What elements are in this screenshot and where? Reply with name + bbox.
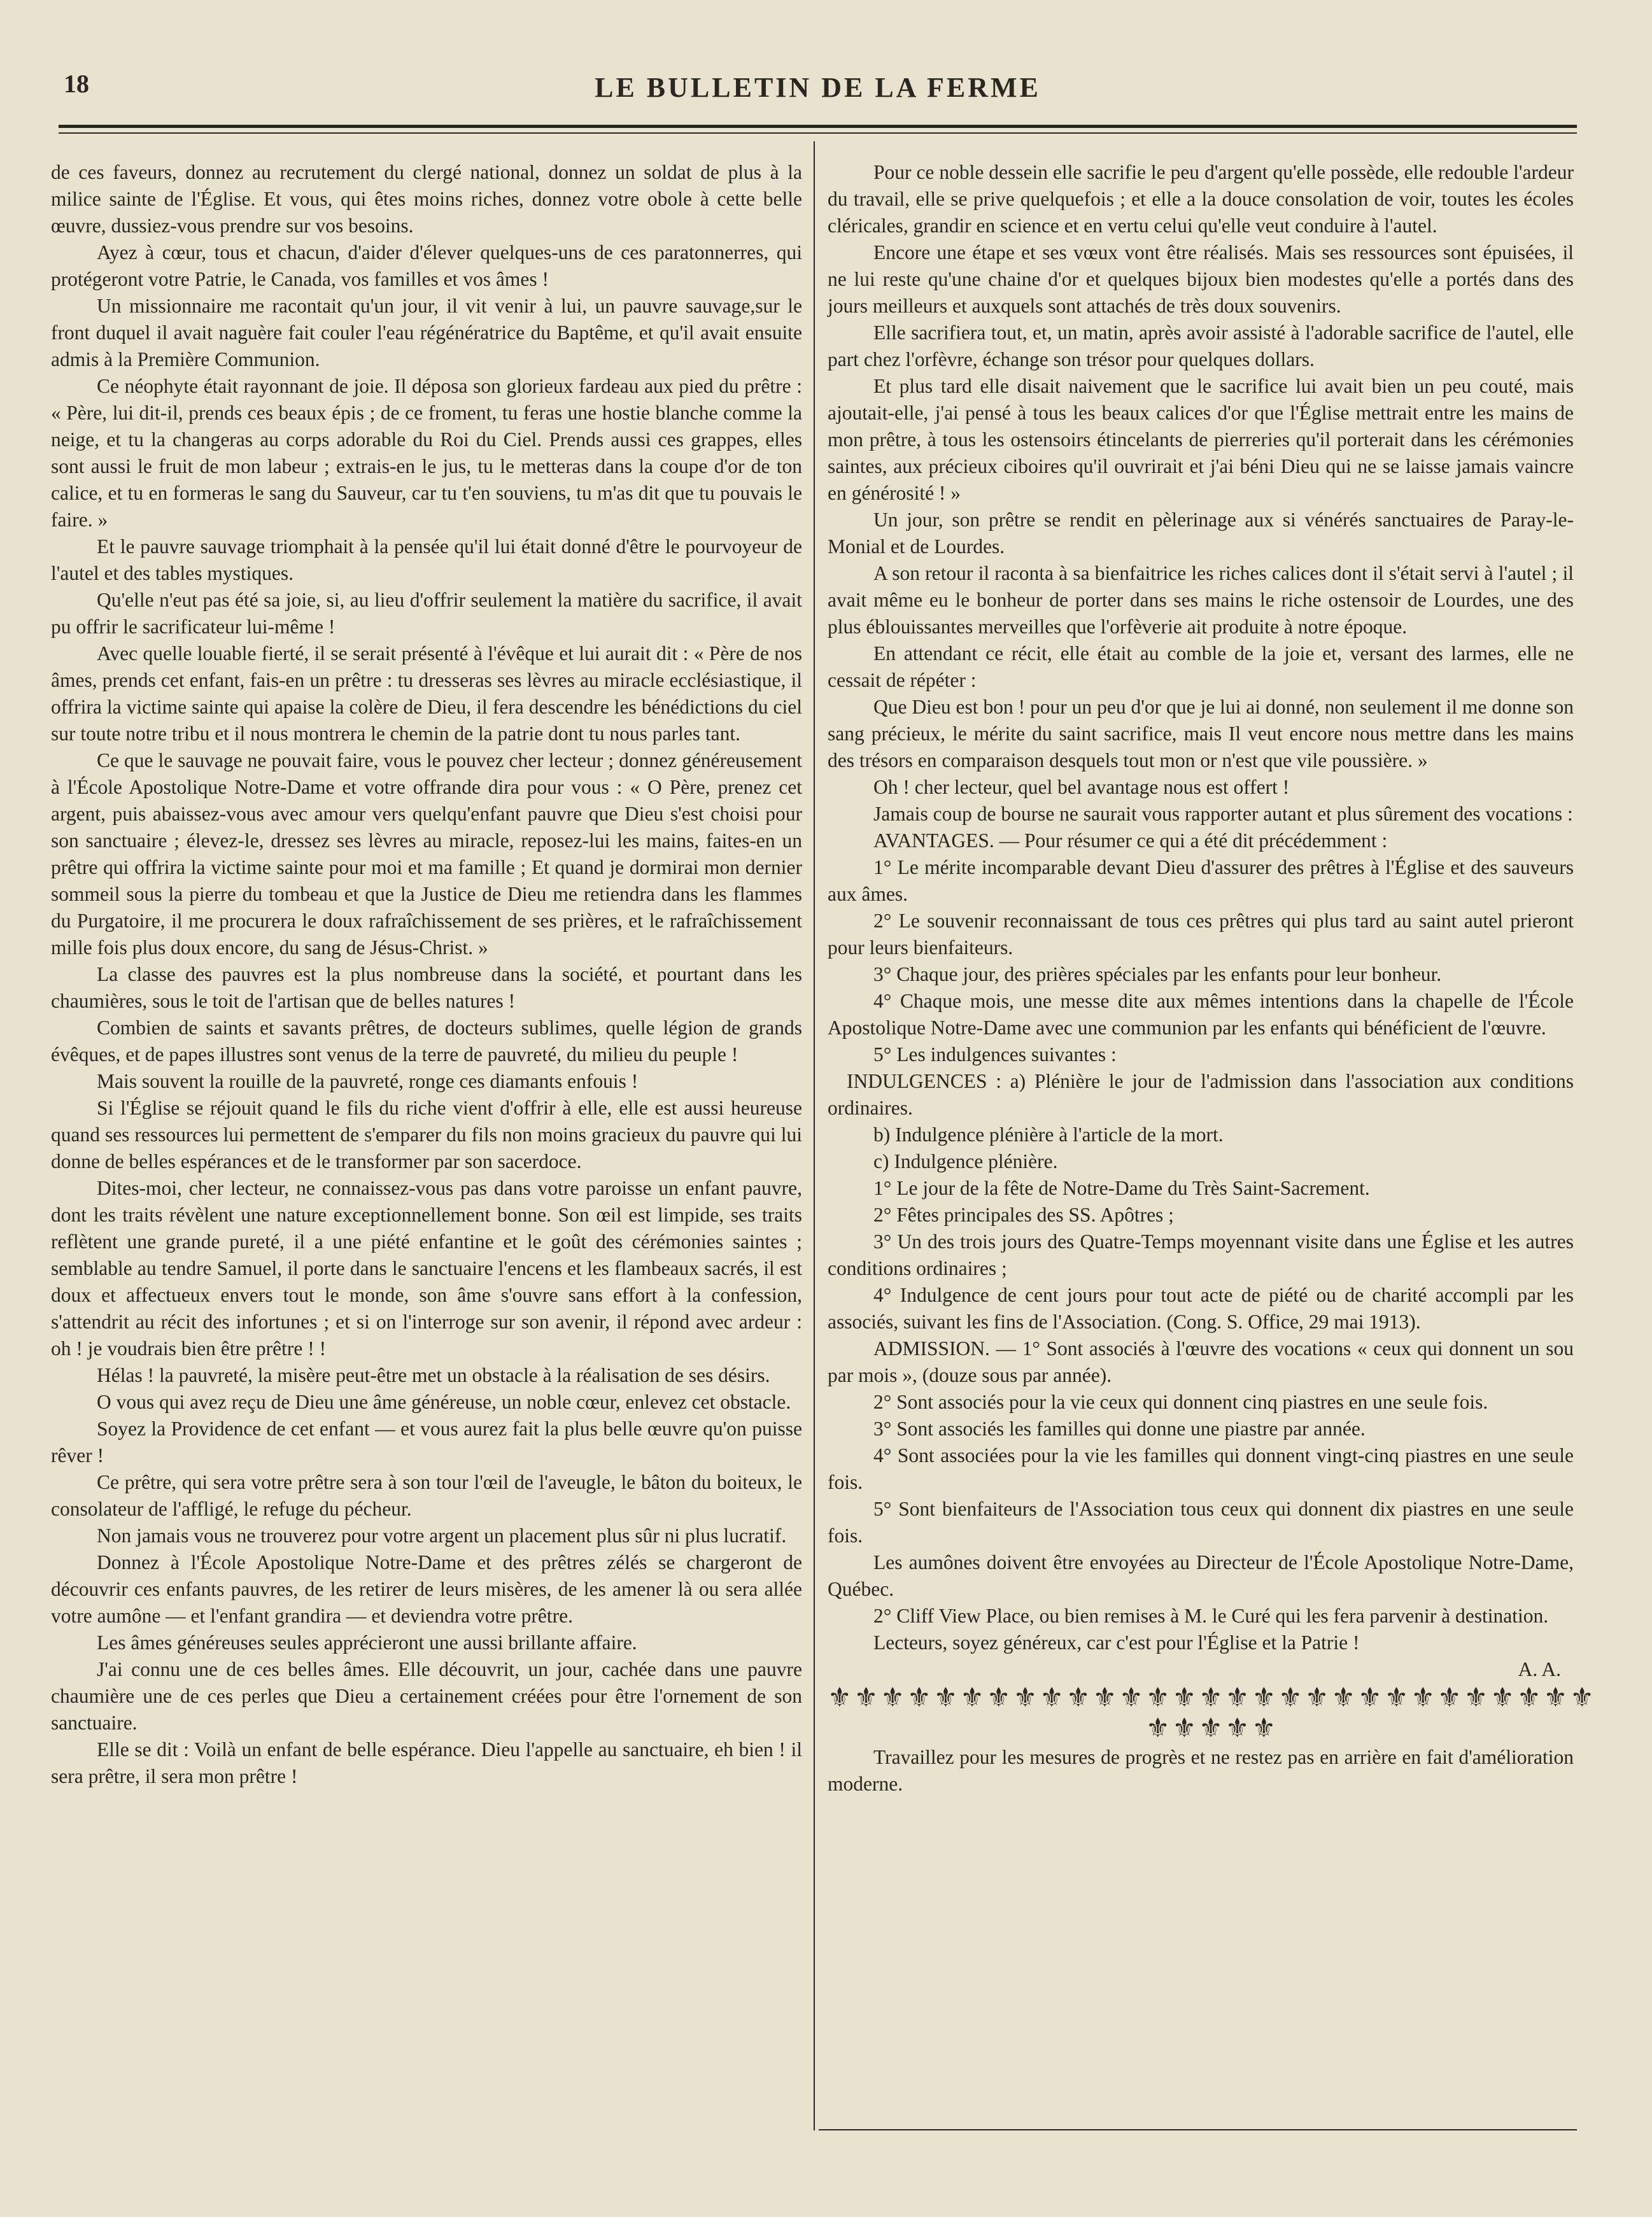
page-header (59, 66, 1577, 111)
list-item: 3° Sont associés les familles qui donne une piastre par année. (873, 1418, 1366, 1440)
list-item: 5° Sont bienfaiteurs de l'Association tous ceux qui donnent dix piastres en une seule fois. (828, 1498, 1574, 1547)
list-item: 1° Le mérite incomparable devant Dieu d'assurer des prêtres à l'Église et des sauveurs aux âmes. (828, 856, 1574, 905)
paragraph: Un missionnaire me racontait qu'un jour, il vit venir à lui, un pauvre sauvage,sur le front duquel il avait naguère fait couler l'eau régénératrice du Baptême, et qu'il avait ensuite admis à la Première Communion. (51, 295, 802, 370)
list-item: b) Indulgence plénière à l'article de la mort. (873, 1123, 1224, 1146)
section-heading-indulgences: INDULGENCES : a) Plénière le jour de l'admission dans l'association aux conditions ordinaires. (828, 1070, 1574, 1119)
paragraph: Oh ! cher lecteur, quel bel avantage nous est offert ! (873, 776, 1290, 798)
bottom-rule (819, 2129, 1577, 2130)
paragraph: Avec quelle louable fierté, il se serait présenté à l'évêque et lui aurait dit : « Père de nos âmes, prends cet enfant, fais-en un prêtre : tu dresseras ses lèvres au miracle ecclésiastique, il offrira la victime sainte qui apaise la colère de Dieu, il fera descendre les bénédictions du ciel sur toute notre tribu et il nous montrera le chemin de la patrie dont tu nous parles tant. (51, 642, 802, 745)
paragraph: de ces faveurs, donnez au recrutement du clergé national, donnez un soldat de plus à la milice sainte de l'Église. Et vous, qui êtes moins riches, donnez votre obole à cette belle œuvre, dussiez-vous prendre sur vos besoins. (51, 161, 802, 237)
paragraph: Hélas ! la pauvreté, la misère peut-être met un obstacle à la réalisation de ses désirs. (97, 1364, 770, 1386)
paragraph: Ce néophyte était rayonnant de joie. Il déposa son glorieux fardeau aux pied du prêtre : « Père, lui dit-il, prends ces beaux épis ; de ce froment, tu feras une hostie blanche comme la neige, et tu la changeras au corps adorable du Roi du Ciel. Prends aussi ces grappes, elles sont aussi le fruit de mon labeur ; extrais-en le jus, tu le metteras dans la coupe d'or de ton calice, et tu en formeras le sang du Sauveur, car tu t'en souviens, tu m'as dit que tu pouvais le faire. » (51, 375, 802, 531)
list-item: 2° Le souvenir reconnaissant de tous ces prêtres qui plus tard au saint autel prieront pour leurs bienfaiteurs. (828, 910, 1574, 959)
list-item: 3° Chaque jour, des prières spéciales par les enfants pour leur bonheur. (873, 963, 1442, 985)
list-item: 5° Les indulgences suivantes : (873, 1043, 1117, 1066)
list-item: 4° Chaque mois, une messe dite aux mêmes intentions dans la chapelle de l'École Apostolique Notre-Dame avec une communion par les enfants qui bénéficient de l'œuvre. (828, 990, 1574, 1039)
signature: A. A. (1518, 1658, 1561, 1680)
paragraph: Les aumônes doivent être envoyées au Directeur de l'École Apostolique Notre-Dame, Québec. (828, 1551, 1574, 1600)
paragraph: Lecteurs, soyez généreux, car c'est pour l'Église et la Patrie ! (873, 1631, 1360, 1654)
list-item: 3° Un des trois jours des Quatre-Temps moyennant visite dans une Église et les autres conditions ordinaires ; (828, 1230, 1574, 1279)
paragraph: O vous qui avez reçu de Dieu une âme généreuse, un noble cœur, enlevez cet obstacle. (97, 1391, 791, 1413)
paragraph: 2° Cliff View Place, ou bien remises à M. le Curé qui les fera parvenir à destination. (873, 1605, 1549, 1627)
journal-title: LE BULLETIN DE LA FERME (595, 72, 1041, 103)
paragraph: Elle se dit : Voilà un enfant de belle espérance. Dieu l'appelle au sanctuaire, eh bien ! il sera prêtre, il sera mon prêtre ! (51, 1738, 802, 1787)
right-column (828, 159, 1597, 1798)
paragraph: La classe des pauvres est la plus nombreuse dans la société, et pourtant dans les chaumières, sous le toit de l'artisan que de belles natures ! (51, 963, 802, 1012)
list-item: c) Indulgence plénière. (873, 1150, 1058, 1172)
paragraph: Qu'elle n'eut pas été sa joie, si, au lieu d'offrir seulement la matière du sacrifice, il avait pu offrir le sacrificateur lui-même ! (51, 589, 802, 638)
paragraph: Ce que le sauvage ne pouvait faire, vous le pouvez cher lecteur ; donnez généreusement à l'École Apostolique Notre-Dame et votre offrande dira pour vous : « O Père, prenez cet argent, puis abaissez-vous avec amour vers quelqu'enfant pauvre que Dieu s'est choisi pour son sanctuaire ; élevez-le, dressez ses lèvres au miracle, reposez-lui les mains, faites-en un prêtre qui offrira la victime sainte pour moi et ma famille ; Et quand je dormirai mon dernier sommeil sous la pierre du tombeau et que la Justice de Dieu me retiendra dans les flammes du Purgatoire, il me procurera le doux rafraîchissement de ses prières, et le rafraîchissement mille fois plus doux encore, du sang de Jésus-Christ. » (51, 749, 802, 959)
paragraph: Ce prêtre, qui sera votre prêtre sera à son tour l'œil de l'aveugle, le bâton du boiteux, le consolateur de l'affligé, le refuge du pécheur. (51, 1471, 802, 1520)
paragraph: Non jamais vous ne trouverez pour votre argent un placement plus sûr ni plus lucratif. (97, 1524, 787, 1547)
list-item: 4° Sont associées pour la vie les familles qui donnent vingt-cinq piastres en une seule fois. (828, 1444, 1574, 1493)
paragraph: Combien de saints et savants prêtres, de docteurs sublimes, quelle légion de grands évêques, et de papes illustres sont venus de la terre de pauvreté, du milieu du peuple ! (51, 1017, 802, 1066)
paragraph: J'ai connu une de ces belles âmes. Elle découvrit, un jour, cachée dans une pauvre chaumière une de ces perles que Dieu a certainement créées pour être l'ornement de son sanctuaire. (51, 1658, 802, 1734)
paragraph: Jamais coup de bourse ne saurait vous rapporter autant et plus sûrement des vocations : (873, 803, 1573, 825)
paragraph: En attendant ce récit, elle était au comble de la joie et, versant des larmes, elle ne cessait de répéter : (828, 642, 1574, 691)
paragraph: Dites-moi, cher lecteur, ne connaissez-vous pas dans votre paroisse un enfant pauvre, dont les traits révèlent une nature exceptionnellement bonne. Son œil est limpide, ses traits reflètent une grande pureté, il a une piété enfantine et le goût des cérémonies saintes ; semblable au tendre Samuel, il porte dans le sanctuaire l'encens et les flambeaux sacrés, il est doux et affectueux envers tout le monde, son âme s'ouvre sans effort à la confession, s'attendrit au récit des infortunes ; et si on l'interroge sur son avenir, il répond avec ardeur : oh ! je voudrais bien être prêtre ! ! (51, 1177, 802, 1360)
closing-note: Travaillez pour les mesures de progrès et ne restez pas en arrière en fait d'amélioration moderne. (828, 1746, 1574, 1795)
header-rule (59, 125, 1577, 128)
column-divider (814, 141, 815, 2130)
fleur-de-lis-icon: ⚜⚜⚜⚜⚜⚜⚜⚜⚜⚜⚜⚜⚜⚜⚜⚜⚜⚜⚜⚜⚜⚜⚜⚜⚜⚜⚜⚜⚜ ⚜⚜⚜⚜⚜ (828, 1684, 1597, 1743)
list-item: 2° Fêtes principales des SS. Apôtres ; (873, 1204, 1174, 1226)
header-rule-thin (59, 132, 1577, 134)
paragraph: A son retour il raconta à sa bienfaitrice les riches calices dont il s'était servi à l'autel ; il avait même eu le bonheur de porter dans ses mains le riche ostensoir de Lourdes, une des plus éblouissantes merveilles que l'orfèverie ait produite à notre époque. (828, 562, 1574, 638)
list-item: 1° Le jour de la fête de Notre-Dame du Très Saint-Sacrement. (873, 1177, 1370, 1199)
paragraph: Et plus tard elle disait naivement que le sacrifice lui avait bien un peu couté, mais ajoutait-elle, j'ai pensé à tous les beaux calices d'or que l'Église mettrait entre les mains de mon prêtre, à tous les ostensoirs étincelants de pierreries qu'il porterait dans les cérémonies saintes, aux précieux ciboires qu'il ouvrirait et j'ai béni Dieu qui ne se laisse jamais vaincre en générosité ! » (828, 375, 1574, 504)
paragraph: Donnez à l'École Apostolique Notre-Dame et des prêtres zélés se chargeront de découvrir ces enfants pauvres, de les retirer de leurs misères, de les amener là ou sera allée votre aumône — et l'enfant grandira — et deviendra votre prêtre. (51, 1551, 802, 1627)
paragraph: Que Dieu est bon ! pour un peu d'or que je lui ai donné, non seulement il me donne son sang précieux, le mérite du saint sacrifice, mais Il veut encore nous mettre dans les mains des trésors en comparaison desquels tout mon or n'est que vile poussière. » (828, 696, 1574, 771)
paragraph: Et le pauvre sauvage triomphait à la pensée qu'il lui était donné d'être le pourvoyeur de l'autel et des tables mystiques. (51, 535, 802, 584)
paragraph: Mais souvent la rouille de la pauvreté, ronge ces diamants enfouis ! (97, 1070, 639, 1092)
paragraph: Les âmes généreuses seules apprécieront une aussi brillante affaire. (97, 1631, 637, 1654)
list-item: 4° Indulgence de cent jours pour tout acte de piété ou de charité accompli par les associés, suivant les fins de l'Association. (Cong. S. Office, 29 mai 1913). (828, 1284, 1574, 1333)
page-number: 18 (64, 69, 89, 98)
paragraph: Un jour, son prêtre se rendit en pèlerinage aux si vénérés sanctuaires de Paray-le-Monial et de Lourdes. (828, 509, 1574, 558)
fleur-de-lis-ornament-row (828, 1683, 1597, 1744)
list-item: 2° Sont associés pour la vie ceux qui donnent cinq piastres en une seule fois. (873, 1391, 1488, 1413)
paragraph: Soyez la Providence de cet enfant — et vous aurez fait la plus belle œuvre qu'on puisse rêver ! (51, 1418, 802, 1467)
paragraph: Pour ce noble dessein elle sacrifie le peu d'argent qu'elle possède, elle redouble l'ardeur du travail, elle se prive quelquefois ; et elle a la douce consolation de voir, toutes les écoles cléricales, grandir en science et en vertu celui qu'elle veut conduire à l'autel. (828, 161, 1574, 237)
paragraph: Ayez à cœur, tous et chacun, d'aider d'élever quelques-uns de ces paratonnerres, qui protégeront votre Patrie, le Canada, vos familles et vos âmes ! (51, 241, 802, 290)
section-heading-admission: ADMISSION. — 1° Sont associés à l'œuvre des vocations « ceux qui donnent un sou par mois », (douze sous par année). (828, 1337, 1574, 1386)
left-column (51, 159, 802, 1790)
paragraph: Elle sacrifiera tout, et, un matin, après avoir assisté à l'adorable sacrifice de l'autel, elle part chez l'orfèvre, échange son trésor pour quelques dollars. (828, 321, 1574, 370)
section-heading-avantages: AVANTAGES. — Pour résumer ce qui a été dit précédemment : (873, 829, 1388, 852)
paragraph: Encore une étape et ses vœux vont être réalisés. Mais ses ressources sont épuisées, il ne lui reste qu'une chaine d'or et quelques bijoux bien modestes qu'elle a portés dans des jours meilleurs et auxquels sont attachés de très doux souvenirs. (828, 241, 1574, 317)
paragraph: Si l'Église se réjouit quand le fils du riche vient d'offrir à elle, elle est aussi heureuse quand ses ressources lui permettent de s'emparer du fils non moins gracieux du pauvre qui lui donne de belles espérances et de le transformer par son sacerdoce. (51, 1097, 802, 1172)
